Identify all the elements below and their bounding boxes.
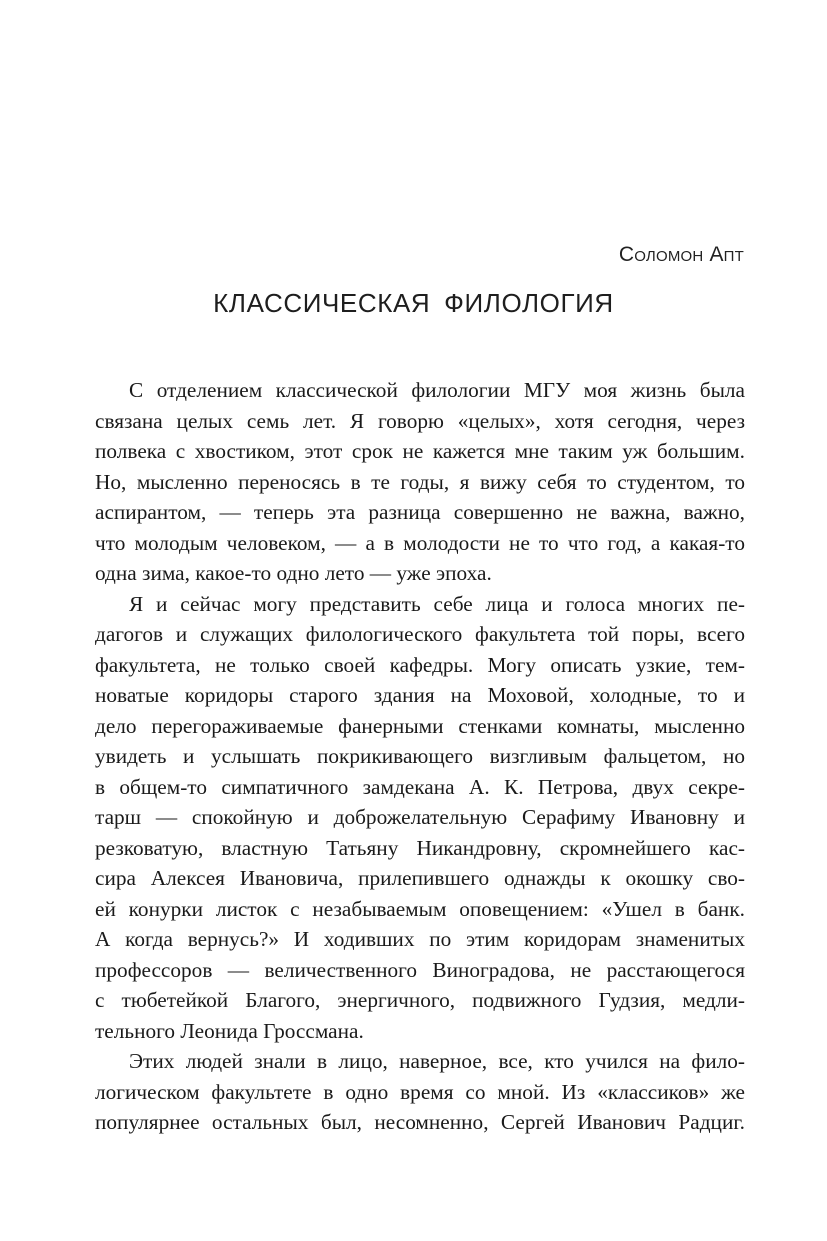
text-line: А когда вернусь?» И ходивших по этим коридорам знаменитых	[95, 927, 745, 951]
text-line: увидеть и услышать покрикивающего визгливым фальцетом, но	[95, 744, 745, 768]
text-line: связана целых семь лет. Я говорю «целых», хотя сегодня, через	[95, 408, 745, 433]
text-line: Я и сейчас могу представить себе лица и голоса многих пе-	[129, 591, 745, 616]
text-line: новатые коридоры старого здания на Моховой, холодные, то и	[95, 683, 745, 707]
text-line: дагогов и служащих филологического факультета той поры, всего	[95, 622, 745, 646]
paragraph-3	[95, 1046, 745, 1138]
text-line: аспирантом, — теперь эта разница совершенно не важна, важно,	[95, 500, 745, 524]
text-line: тарш — спокойную и доброжелательную Серафиму Ивановну и	[95, 805, 745, 829]
text-line: тельного Леонида Гроссмана.	[95, 1018, 364, 1043]
chapter-title: КЛАССИЧЕСКАЯ ФИЛОЛОГИЯ	[213, 288, 614, 318]
text-line: ей конурки листок с незабываемым оповещением: «Ушел в банк.	[95, 896, 745, 921]
text-line: С отделением классической филологии МГУ моя жизнь была	[129, 378, 745, 402]
text-line: профессоров — величественного Виноградова, не расстающегося	[95, 957, 745, 982]
text-line: в общем-то симпатичного замдекана А. К. Петрова, двух секре-	[95, 774, 745, 799]
text-line: Этих людей знали в лицо, наверное, все, кто учился на фило-	[129, 1049, 745, 1073]
text-line: дело перегораживаемые фанерными стенками комнаты, мысленно	[95, 713, 745, 738]
paragraph-2	[95, 589, 745, 1047]
text-line: полвека с хвостиком, этот срок не кажется мне таким уж большим.	[95, 439, 745, 463]
text-line: одна зима, какое-то одно лето — уже эпоха.	[95, 561, 492, 585]
text-line: популярнее остальных был, несомненно, Сергей Иванович Радциг.	[95, 1110, 745, 1134]
text-line: Но, мысленно переносясь в те годы, я вижу себя то студентом, то	[95, 469, 745, 494]
paragraph-1	[95, 375, 745, 589]
text-line: что молодым человеком, — а в молодости не то что год, а какая-то	[95, 530, 745, 555]
text-line: с тюбетейкой Благого, энергичного, подвижного Гудзия, медли-	[95, 988, 745, 1012]
text-line: резковатую, властную Татьяну Никандровну, скромнейшего кас-	[95, 835, 745, 860]
text-line: логическом факультете в одно время со мной. Из «классиков» же	[95, 1079, 745, 1104]
text-line: факультета, не только своей кафедры. Могу описать узкие, тем-	[95, 652, 745, 677]
author-name: Соломон Апт	[618, 243, 744, 266]
body-text	[95, 375, 745, 1138]
text-line: сира Алексея Ивановича, прилепившего однажды к окошку сво-	[95, 866, 745, 890]
